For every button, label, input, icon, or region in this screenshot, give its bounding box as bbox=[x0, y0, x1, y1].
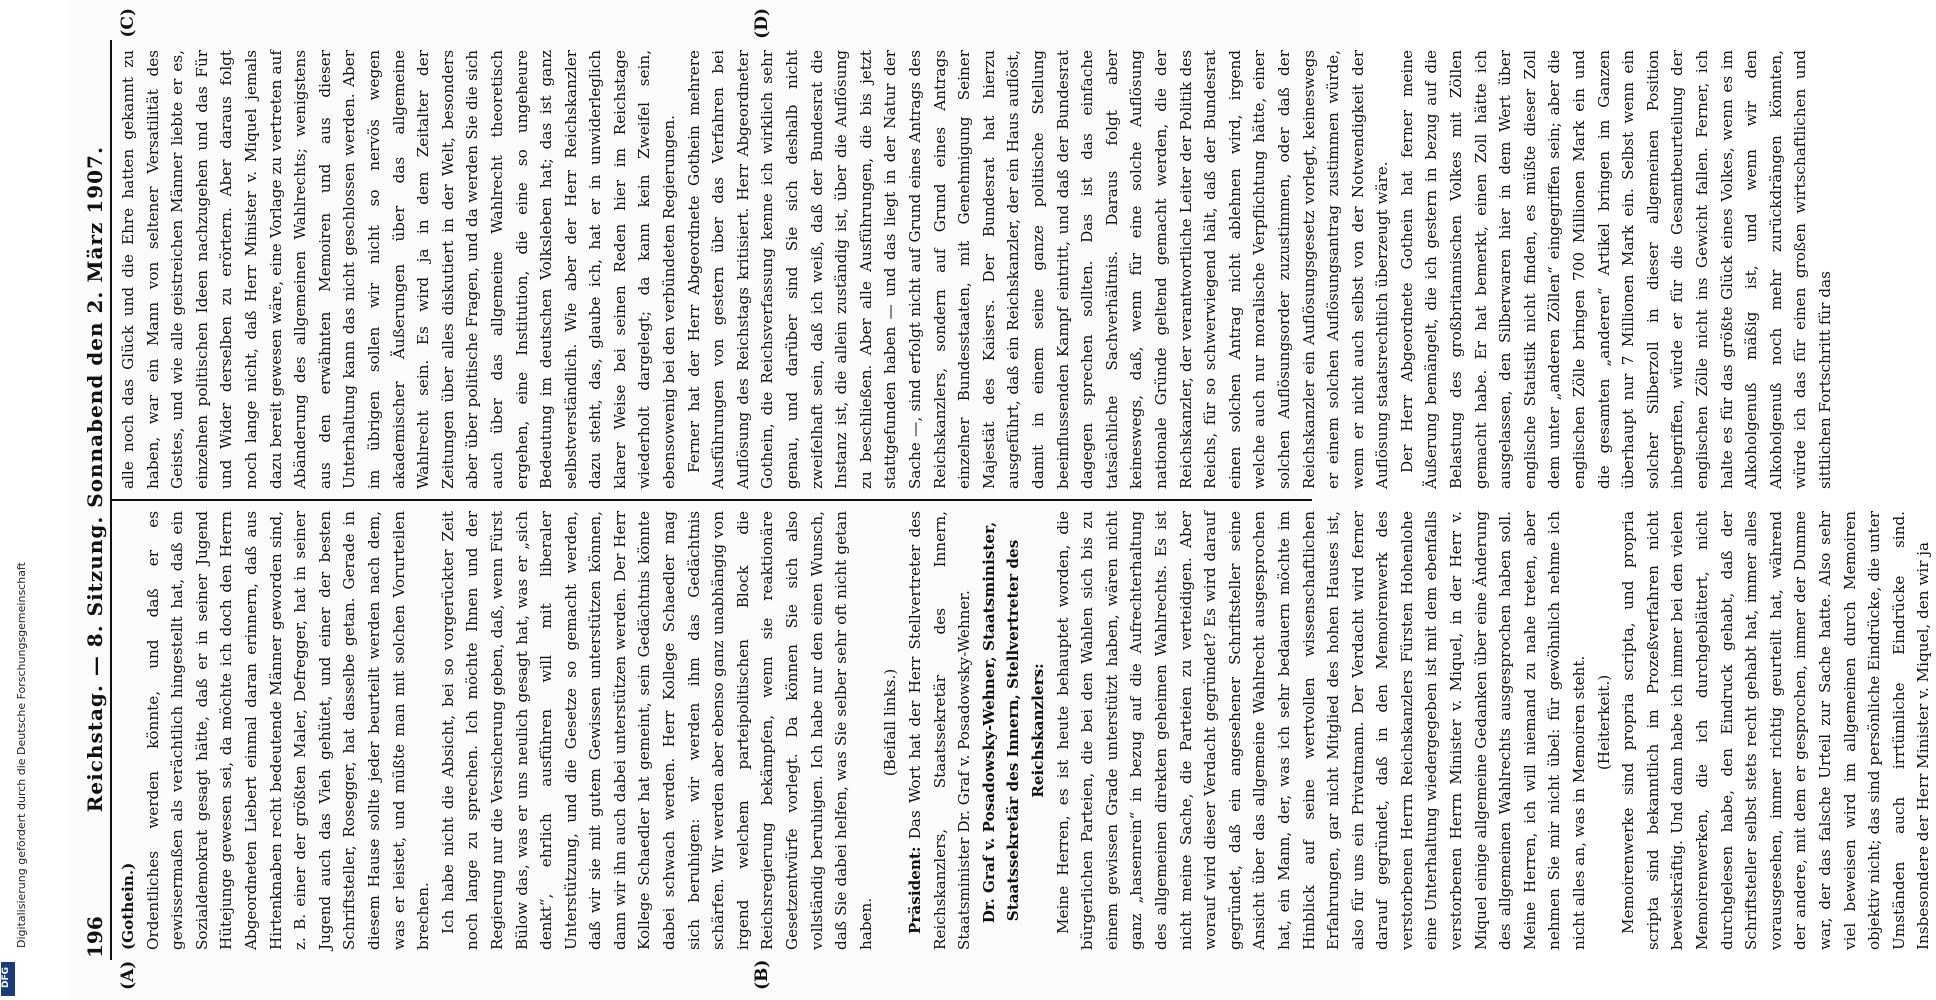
right-column bbox=[112, 40, 1834, 499]
margin-letter-d: (D) bbox=[752, 8, 772, 39]
margin-letter-c: (C) bbox=[118, 8, 138, 38]
dfg-logo: DFG bbox=[1, 962, 15, 996]
paragraph: Meine Herren, es ist heute behauptet worden, die bürgerlichen Parteien, die bei den Wahlen sich bis zu einem gewissen Grade unterstützt haben, wären nicht ganz „hasenrein“ in bezug auf die Aufrechterhaltung des allgemeinen direkten geheimen Wahlrechts. Es ist nicht meine Sache, die Parteien zu verteidigen. Aber worauf wird dieser Verdacht gegründet? Es wird darauf gegründet, daß ein angesehener Schriftsteller seine Ansicht über das allgemeine Wahlrecht ausgesprochen hat, ein Mann, der, was ich sehr bedauern möchte im Hinblick auf seine wertvollen wissenschaftlichen Erfahrungen, gar nicht Mitglied des hohen Hauses ist, also für uns ein Privatmann. Der Verdacht wird ferner darauf gegründet, daß in den Memoirenwerk des verstorbenen Herrn Reichskanzlers Fürsten Hohenlohe eine Unterhaltung wiedergegeben ist mit dem ebenfalls verstorbenen Herrn Minister v. Miquel, in der Herr v. Miquel einige allgemeine Gedanken über eine Änderung des allgemeinen Wahlrechts ausgesprochen haben soll. Meine Herren, ich will niemand zu nahe treten, aber nehmen Sie mir nicht übel: für gewöhnlich nehme ich nicht alles an, was in Memoiren steht. bbox=[1053, 511, 1589, 950]
paragraph: Memoirenwerke sind propria scripta, und propria scripta sind bekanntlich im Prozeßverfahren nicht beweiskräftig. Und dann habe ich immer bei den vielen Memoirenwerken, die ich durchgeblättert, nicht durchgelesen habe, den Eindruck gehabt, daß der Schriftsteller selbst stets recht gehabt hat, immer alles vorausgesehen, immer richtig geurteilt hat, während der andere, mit dem er gesprochen, immer der Dumme war, der das falsche Urteil zur Sache hatte. Also sehr viel beweisen wird im allgemeinen durch Memoiren objektiv nicht; das sind persönliche Eindrücke, die unter Umständen auch irrtümliche Eindrücke sind. Insbesondere der Herr Minister v. Miquel, den wir ja bbox=[1619, 511, 1933, 950]
columns bbox=[110, 8, 1933, 990]
page-title: Reichstag. — 8. Sitzung. Sonnabend den 2. März 1907. bbox=[83, 146, 107, 813]
footer-strip bbox=[0, 0, 69, 1000]
page-number: 196 bbox=[83, 916, 107, 958]
president-text: Das Wort hat der Herr Stellvertreter des Reichskanzlers, Staatssekretär des Innern, Staatsminister Dr. Graf v. Posadowsky-Wehner. bbox=[906, 510, 974, 950]
president-paragraph bbox=[903, 511, 977, 950]
paragraph: Der Herr Abgeordnete Gothein hat ferner meine Äußerung bemängelt, die ich gestern in bezug auf die Belastung des großbritannischen Volkes mit Zöllen gemacht habe. Er hat bemerkt, einen Zoll hätte ich ausgelassen, den Silberwaren hier in dem Wert über englische Statistik nicht finden, es müßte dieser Zoll dem unter „anderen Zöllen“ eingegriffen sein; aber die englischen Zölle bringen 700 Millionen Mark ein und die gesamten „anderen“ Artikel bringen im Ganzen überhaupt nur 7 Millionen Mark ein. Selbst wenn ein solcher Silberzoll in dieser allgemeinen Position inbegriffen, würde er für die Gesamtbeurteilung der englischen Zölle nicht ins Gewicht fallen. Ferner, ich halte es für das größte Glück eines Volkes, wenn es im Alkoholgenuß mäßig ist, und wenn wir den Alkoholgenuß noch mehr zurückdrängen könnten, würde ich das für einen großen wirtschaftlichen und sittlichen Fortschritt für das bbox=[1397, 50, 1834, 489]
paragraph: Ferner hat der Herr Abgeordnete Gothein mehrere Ausführungen von gestern über das Verfahren bei Auflösung des Reichstags kritisiert. Herr Abgeordneter Gothein, die Reichsverfassung kenne ich wirklich sehr genau, und darüber sind Sie sich deshalb nicht zweifelhaft sein, daß ich weiß, daß der Bundesrat die Instanz ist, die allein zuständig ist, über die Auflösung zu beschließen. Aber alle Ausführungen, die bis jetzt stattgefunden haben — und das liegt in der Natur der Sache —, sind erfolgt nicht auf Grund eines Antrags des Reichskanzlers, sondern auf Grund eines Antrags einzelner Bundesstaaten, mit Genehmigung Seiner Majestät des Kaisers. Der Bundesrat hat hierzu ausgeführt, daß ein Reichskanzler, der ein Haus auflöst, damit in einem seine ganze politische Stellung beeinflussenden Kampf eintritt, und daß der Bundesrat dagegen sprechen sollten. Das ist das einfache tatsächliche Sachverhältnis. Daraus folgt aber keineswegs, daß, wenn für eine solche Auflösung nationale Gründe geltend gemacht werden, die der Reichskanzler, der verantwortliche Leiter der Politik des Reichs, für so schwerwiegend hält, daß der Bundesrat einen solchen Antrag nicht ablehnen wird, irgend welche auch nur moralische Verpflichtung hätte, einer solchen Auflösungsorder zuzustimmen, oder daß der Reichskanzler ein Auflösungsgesetz vorlegt, keineswegs er einem solchen Auflösungsantrag zustimmen würde, wenn er nicht auch selbst von der Notwendigkeit der Auflösung staatsrechtlich überzeugt wäre. bbox=[684, 50, 1392, 489]
paragraph: Ich habe nicht die Absicht, bei so vorgerückter Zeit noch lange zu sprechen. Ich möchte Ihnen und der Regierung nur die Versicherung geben, daß, wenn Fürst Bülow das, was er uns neulich gesagt hat, was er „sich denkt“, ehrlich ausführen will mit liberaler Unterstützung, und die Gesetze so gemacht werden, daß wir sie mit gutem Gewissen unterstützen können, dann wir ihn auch dabei unterstützen werden. Der Herr Kollege Schaedler hat gemeint, sein Gedächtnis könnte dabei schwach werden. Herr Kollege Schaedler mag sich beruhigen: wir werden ihm das Gedächtnis schärfen. Wir werden aber ebenso ganz unabhängig von irgend welchem parteipolitischen Block die Reichsregierung bekämpfen, wenn sie reaktionäre Gesetzentwürfe vorlegt. Da können Sie sich also vollständig beruhigen. Ich habe nur den einen Wunsch, daß Sie dabei helfen, was Sie selber sehr oft nicht getan haben. bbox=[438, 511, 875, 950]
newspaper-page bbox=[69, 0, 1933, 1000]
margin-letter-a: (A) bbox=[118, 960, 138, 990]
paragraph: Ordentliches werden könnte, und daß er es gewissermaßen als verächtlich hingestellt hat, daß ein Sozialdemokrat gesagt hätte, daß er in seiner Jugend Hütejunge gewesen sei, da möchte ich doch den Herrn Abgeordneten Liebert einmal daran erinnern, daß aus Hirtenknaben recht bedeutende Männer geworden sind, z. B. einer der größten Maler, Defregger, hat in seiner Jugend auch das Vieh gehütet, und einer der besten Schriftsteller, Rosegger, hat dasselbe getan. Gerade in diesem Hause sollte jeder beurteilt werden nach dem, was er leistet, und müßte man mit solchen Vorurteilen brechen. bbox=[143, 511, 433, 950]
left-column bbox=[112, 501, 1933, 960]
page-header bbox=[83, 40, 110, 960]
applause-note: (Beifall links.) bbox=[881, 668, 900, 777]
president-label: Präsident: bbox=[906, 846, 924, 934]
speaker-heading: Dr. Graf v. Posadowsky-Wehner, Staatsminister, Staatssekretär des Innern, Stellvertreter des Reichskanzlers: bbox=[979, 521, 1047, 924]
footer-credit: Digitalisierung gefördert durch die Deutsche Forschungsgemeinschaft bbox=[15, 562, 28, 948]
paragraph: alle noch das Glück und die Ehre hatten gekannt zu haben, war ein Mann von seltener Versatilität des Geistes, und wie alle geistreichen Männer liebte er es, einzelnen politischen Ideen nachzugehen und das Für und Wider derselben zu erörtern. Aber daraus folgt noch lange nicht, daß Herr Minister v. Miquel jemals dazu bereit gewesen wäre, eine Vorlage zu vertreten auf Abänderung des allgemeinen Wahlrechts; wenigstens aus den erwähnten Memoiren und aus dieser Unterhaltung kann das nicht geschlossen werden. Aber im übrigen sollen wir nicht so nervös wegen akademischer Äußerungen über das allgemeine Wahlrecht sein. Es wird ja in dem Zeitalter der Zeitungen über alles diskutiert in der Welt, besonders aber über politische Fragen, und da werden Sie die sich auch über das allgemeine Wahlrecht theoretisch ergehen, eine Institution, die eine so ungeheure Bedeutung im deutschen Volksleben hat; das ist ganz selbstverständlich. Wie aber der Herr Reichskanzler dazu steht, das, glaube ich, hat er in unwiderleglich klarer Weise bei seinen Reden hier im Reichstage wiederholt dargelegt; da kann kein Zweifel sein, ebensowenig bei den verbündeten Regierungen. bbox=[119, 50, 679, 489]
margin-letter-b: (B) bbox=[752, 959, 772, 990]
laughter-note: (Heiterkeit.) bbox=[1594, 674, 1613, 771]
speaker-tag: (Gothein.) bbox=[119, 862, 137, 950]
